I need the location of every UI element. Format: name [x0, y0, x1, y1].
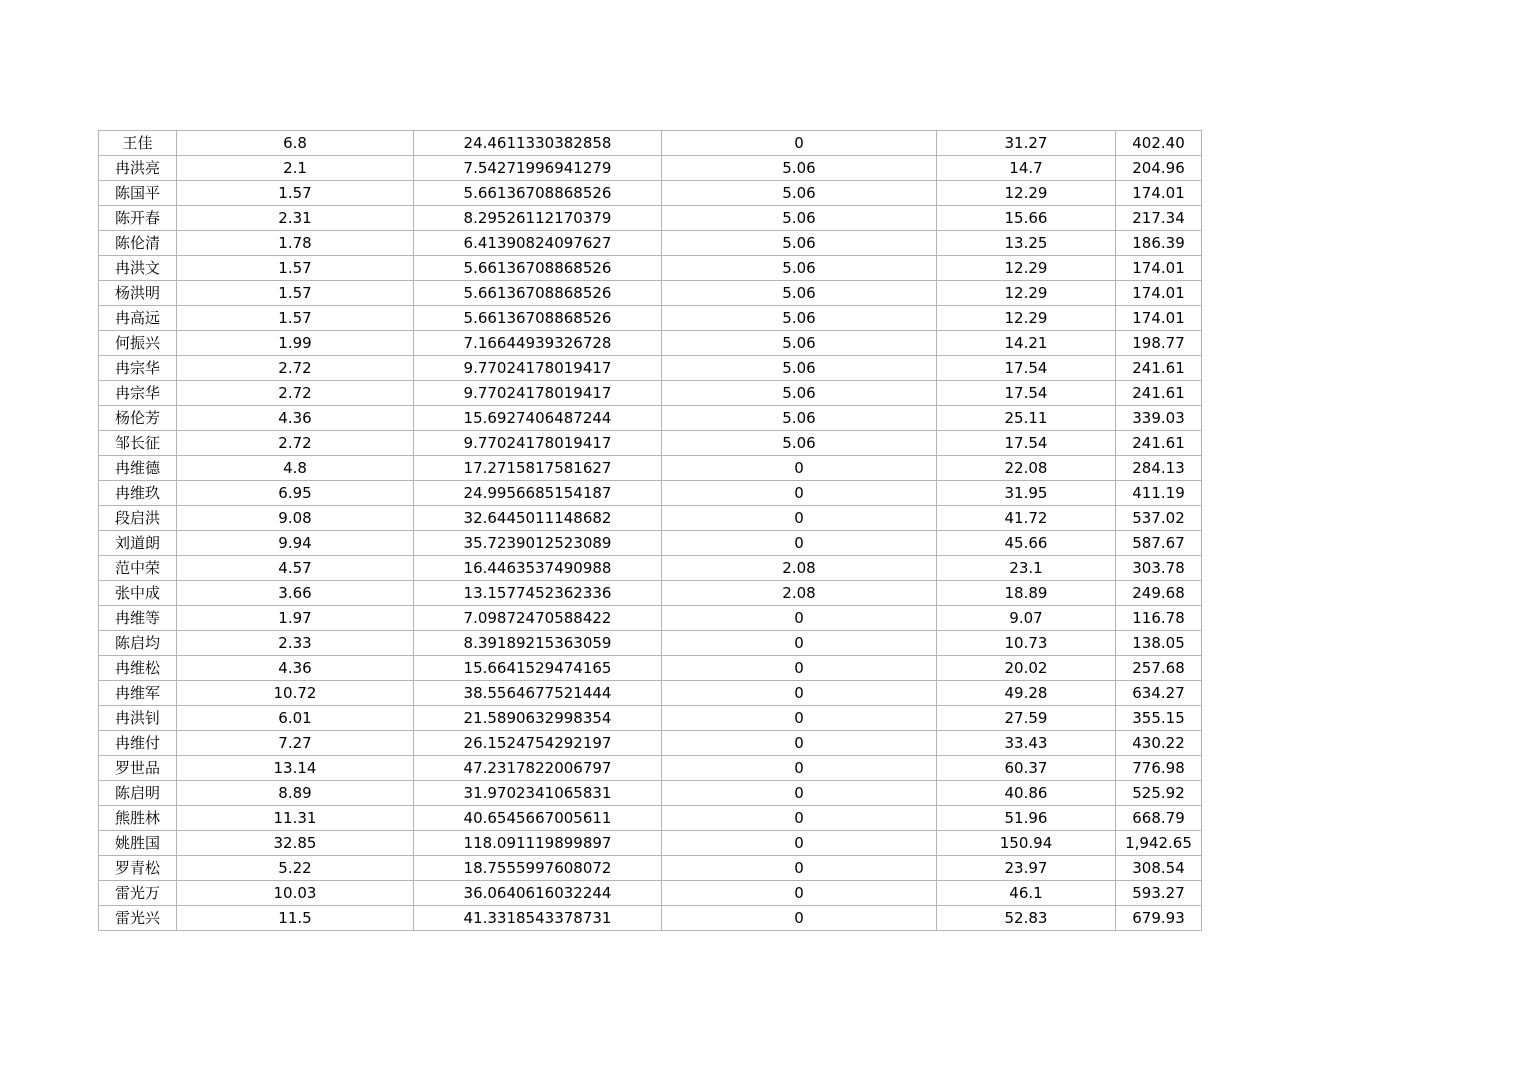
name-cell: 雷光万	[99, 881, 177, 906]
table-row	[99, 531, 1202, 556]
name-cell: 冉洪文	[99, 256, 177, 281]
value-cell-2: 38.5564677521444	[414, 681, 662, 706]
value-cell-2: 17.2715817581627	[414, 456, 662, 481]
value-cell-3: 5.06	[662, 281, 937, 306]
value-cell-3: 0	[662, 731, 937, 756]
table-row	[99, 706, 1202, 731]
value-cell-3: 5.06	[662, 406, 937, 431]
value-cell-4: 150.94	[937, 831, 1116, 856]
value-cell-1: 2.1	[177, 156, 414, 181]
value-cell-1: 10.03	[177, 881, 414, 906]
amount-cell: 668.79	[1116, 806, 1202, 831]
value-cell-3: 2.08	[662, 581, 937, 606]
table-row	[99, 406, 1202, 431]
value-cell-1: 1.57	[177, 281, 414, 306]
value-cell-3: 0	[662, 881, 937, 906]
table-row	[99, 131, 1202, 156]
data-table	[98, 130, 1202, 931]
value-cell-2: 5.66136708868526	[414, 306, 662, 331]
table-row	[99, 856, 1202, 881]
name-cell: 冉维军	[99, 681, 177, 706]
value-cell-1: 4.36	[177, 656, 414, 681]
value-cell-4: 25.11	[937, 406, 1116, 431]
value-cell-3: 0	[662, 606, 937, 631]
value-cell-4: 14.21	[937, 331, 1116, 356]
table-row	[99, 506, 1202, 531]
value-cell-4: 9.07	[937, 606, 1116, 631]
table-row	[99, 281, 1202, 306]
table-row	[99, 306, 1202, 331]
value-cell-3: 0	[662, 831, 937, 856]
value-cell-3: 0	[662, 481, 937, 506]
amount-cell: 174.01	[1116, 181, 1202, 206]
name-cell: 范中荣	[99, 556, 177, 581]
value-cell-1: 7.27	[177, 731, 414, 756]
amount-cell: 174.01	[1116, 306, 1202, 331]
value-cell-4: 49.28	[937, 681, 1116, 706]
amount-cell: 411.19	[1116, 481, 1202, 506]
name-cell: 陈国平	[99, 181, 177, 206]
value-cell-4: 52.83	[937, 906, 1116, 931]
value-cell-4: 12.29	[937, 256, 1116, 281]
name-cell: 杨洪明	[99, 281, 177, 306]
name-cell: 段启洪	[99, 506, 177, 531]
table-row	[99, 556, 1202, 581]
value-cell-3: 0	[662, 131, 937, 156]
value-cell-1: 11.5	[177, 906, 414, 931]
value-cell-4: 18.89	[937, 581, 1116, 606]
value-cell-1: 10.72	[177, 681, 414, 706]
value-cell-1: 1.57	[177, 181, 414, 206]
name-cell: 陈启均	[99, 631, 177, 656]
value-cell-2: 41.3318543378731	[414, 906, 662, 931]
amount-cell: 138.05	[1116, 631, 1202, 656]
value-cell-1: 2.33	[177, 631, 414, 656]
value-cell-3: 0	[662, 781, 937, 806]
table-row	[99, 606, 1202, 631]
table-row	[99, 731, 1202, 756]
table-row	[99, 231, 1202, 256]
value-cell-2: 15.6641529474165	[414, 656, 662, 681]
value-cell-2: 5.66136708868526	[414, 181, 662, 206]
value-cell-2: 5.66136708868526	[414, 256, 662, 281]
value-cell-3: 0	[662, 706, 937, 731]
table-row	[99, 906, 1202, 931]
amount-cell: 537.02	[1116, 506, 1202, 531]
value-cell-4: 12.29	[937, 281, 1116, 306]
table-row	[99, 356, 1202, 381]
name-cell: 何振兴	[99, 331, 177, 356]
value-cell-1: 2.72	[177, 381, 414, 406]
value-cell-2: 36.0640616032244	[414, 881, 662, 906]
value-cell-1: 4.57	[177, 556, 414, 581]
value-cell-2: 40.6545667005611	[414, 806, 662, 831]
value-cell-1: 3.66	[177, 581, 414, 606]
value-cell-4: 12.29	[937, 306, 1116, 331]
value-cell-3: 5.06	[662, 181, 937, 206]
table-row	[99, 881, 1202, 906]
amount-cell: 525.92	[1116, 781, 1202, 806]
amount-cell: 241.61	[1116, 431, 1202, 456]
amount-cell: 186.39	[1116, 231, 1202, 256]
value-cell-2: 6.41390824097627	[414, 231, 662, 256]
value-cell-2: 5.66136708868526	[414, 281, 662, 306]
value-cell-2: 47.2317822006797	[414, 756, 662, 781]
value-cell-3: 2.08	[662, 556, 937, 581]
name-cell: 冉维付	[99, 731, 177, 756]
name-cell: 邹长征	[99, 431, 177, 456]
amount-cell: 241.61	[1116, 356, 1202, 381]
value-cell-4: 20.02	[937, 656, 1116, 681]
table-row	[99, 581, 1202, 606]
table-row	[99, 681, 1202, 706]
value-cell-4: 23.97	[937, 856, 1116, 881]
value-cell-4: 41.72	[937, 506, 1116, 531]
table-row	[99, 831, 1202, 856]
value-cell-1: 1.57	[177, 306, 414, 331]
value-cell-3: 0	[662, 856, 937, 881]
value-cell-2: 16.4463537490988	[414, 556, 662, 581]
name-cell: 罗世品	[99, 756, 177, 781]
table-row	[99, 206, 1202, 231]
amount-cell: 1,942.65	[1116, 831, 1202, 856]
value-cell-1: 1.57	[177, 256, 414, 281]
name-cell: 陈开春	[99, 206, 177, 231]
value-cell-3: 0	[662, 756, 937, 781]
name-cell: 冉洪亮	[99, 156, 177, 181]
value-cell-2: 7.54271996941279	[414, 156, 662, 181]
value-cell-1: 2.31	[177, 206, 414, 231]
amount-cell: 308.54	[1116, 856, 1202, 881]
name-cell: 熊胜林	[99, 806, 177, 831]
value-cell-1: 1.78	[177, 231, 414, 256]
table-row	[99, 431, 1202, 456]
value-cell-4: 10.73	[937, 631, 1116, 656]
table-row	[99, 656, 1202, 681]
amount-cell: 284.13	[1116, 456, 1202, 481]
table-row	[99, 381, 1202, 406]
amount-cell: 204.96	[1116, 156, 1202, 181]
value-cell-4: 22.08	[937, 456, 1116, 481]
value-cell-3: 5.06	[662, 256, 937, 281]
value-cell-1: 1.97	[177, 606, 414, 631]
value-cell-4: 15.66	[937, 206, 1116, 231]
value-cell-4: 12.29	[937, 181, 1116, 206]
amount-cell: 241.61	[1116, 381, 1202, 406]
value-cell-1: 5.22	[177, 856, 414, 881]
value-cell-2: 18.7555997608072	[414, 856, 662, 881]
value-cell-1: 6.95	[177, 481, 414, 506]
name-cell: 陈伦清	[99, 231, 177, 256]
value-cell-3: 5.06	[662, 206, 937, 231]
value-cell-1: 11.31	[177, 806, 414, 831]
value-cell-4: 17.54	[937, 356, 1116, 381]
value-cell-1: 9.94	[177, 531, 414, 556]
value-cell-2: 26.1524754292197	[414, 731, 662, 756]
amount-cell: 587.67	[1116, 531, 1202, 556]
name-cell: 罗青松	[99, 856, 177, 881]
value-cell-3: 0	[662, 631, 937, 656]
value-cell-1: 1.99	[177, 331, 414, 356]
value-cell-2: 32.6445011148682	[414, 506, 662, 531]
value-cell-3: 0	[662, 681, 937, 706]
value-cell-3: 0	[662, 531, 937, 556]
amount-cell: 355.15	[1116, 706, 1202, 731]
name-cell: 冉宗华	[99, 356, 177, 381]
value-cell-1: 2.72	[177, 356, 414, 381]
amount-cell: 217.34	[1116, 206, 1202, 231]
value-cell-2: 24.9956685154187	[414, 481, 662, 506]
name-cell: 雷光兴	[99, 906, 177, 931]
value-cell-4: 14.7	[937, 156, 1116, 181]
value-cell-2: 24.4611330382858	[414, 131, 662, 156]
value-cell-3: 5.06	[662, 306, 937, 331]
value-cell-2: 7.16644939326728	[414, 331, 662, 356]
table-row	[99, 806, 1202, 831]
value-cell-3: 0	[662, 806, 937, 831]
name-cell: 陈启明	[99, 781, 177, 806]
value-cell-4: 33.43	[937, 731, 1116, 756]
name-cell: 冉维松	[99, 656, 177, 681]
amount-cell: 174.01	[1116, 281, 1202, 306]
value-cell-1: 32.85	[177, 831, 414, 856]
amount-cell: 430.22	[1116, 731, 1202, 756]
value-cell-2: 8.39189215363059	[414, 631, 662, 656]
value-cell-2: 9.77024178019417	[414, 356, 662, 381]
value-cell-3: 0	[662, 506, 937, 531]
value-cell-3: 0	[662, 656, 937, 681]
amount-cell: 402.40	[1116, 131, 1202, 156]
value-cell-3: 5.06	[662, 231, 937, 256]
value-cell-4: 40.86	[937, 781, 1116, 806]
amount-cell: 257.68	[1116, 656, 1202, 681]
value-cell-4: 51.96	[937, 806, 1116, 831]
value-cell-4: 45.66	[937, 531, 1116, 556]
amount-cell: 198.77	[1116, 331, 1202, 356]
table-row	[99, 756, 1202, 781]
value-cell-1: 9.08	[177, 506, 414, 531]
name-cell: 张中成	[99, 581, 177, 606]
value-cell-4: 17.54	[937, 381, 1116, 406]
value-cell-2: 7.09872470588422	[414, 606, 662, 631]
name-cell: 冉维等	[99, 606, 177, 631]
value-cell-2: 9.77024178019417	[414, 381, 662, 406]
value-cell-1: 2.72	[177, 431, 414, 456]
value-cell-1: 6.01	[177, 706, 414, 731]
amount-cell: 776.98	[1116, 756, 1202, 781]
name-cell: 冉维德	[99, 456, 177, 481]
value-cell-1: 8.89	[177, 781, 414, 806]
amount-cell: 339.03	[1116, 406, 1202, 431]
value-cell-1: 6.8	[177, 131, 414, 156]
name-cell: 冉洪钊	[99, 706, 177, 731]
value-cell-4: 31.95	[937, 481, 1116, 506]
table-row	[99, 156, 1202, 181]
table-row	[99, 256, 1202, 281]
value-cell-3: 5.06	[662, 331, 937, 356]
table-row	[99, 331, 1202, 356]
name-cell: 杨伦芳	[99, 406, 177, 431]
name-cell: 冉宗华	[99, 381, 177, 406]
value-cell-2: 9.77024178019417	[414, 431, 662, 456]
name-cell: 冉维玖	[99, 481, 177, 506]
name-cell: 刘道朗	[99, 531, 177, 556]
value-cell-2: 15.6927406487244	[414, 406, 662, 431]
value-cell-3: 5.06	[662, 156, 937, 181]
table-row	[99, 456, 1202, 481]
value-cell-3: 0	[662, 906, 937, 931]
amount-cell: 679.93	[1116, 906, 1202, 931]
table-row	[99, 781, 1202, 806]
value-cell-3: 0	[662, 456, 937, 481]
name-cell: 冉高远	[99, 306, 177, 331]
amount-cell: 116.78	[1116, 606, 1202, 631]
name-cell: 王佳	[99, 131, 177, 156]
value-cell-4: 46.1	[937, 881, 1116, 906]
name-cell: 姚胜国	[99, 831, 177, 856]
value-cell-2: 21.5890632998354	[414, 706, 662, 731]
value-cell-3: 5.06	[662, 381, 937, 406]
table-row	[99, 481, 1202, 506]
value-cell-1: 4.8	[177, 456, 414, 481]
value-cell-2: 13.1577452362336	[414, 581, 662, 606]
value-cell-4: 60.37	[937, 756, 1116, 781]
value-cell-4: 31.27	[937, 131, 1116, 156]
table-row	[99, 631, 1202, 656]
value-cell-3: 5.06	[662, 431, 937, 456]
table-body	[99, 131, 1202, 931]
amount-cell: 249.68	[1116, 581, 1202, 606]
amount-cell: 634.27	[1116, 681, 1202, 706]
value-cell-3: 5.06	[662, 356, 937, 381]
value-cell-4: 17.54	[937, 431, 1116, 456]
value-cell-2: 35.7239012523089	[414, 531, 662, 556]
amount-cell: 593.27	[1116, 881, 1202, 906]
value-cell-2: 118.091119899897	[414, 831, 662, 856]
value-cell-1: 4.36	[177, 406, 414, 431]
table-row	[99, 181, 1202, 206]
amount-cell: 303.78	[1116, 556, 1202, 581]
value-cell-1: 13.14	[177, 756, 414, 781]
value-cell-2: 31.9702341065831	[414, 781, 662, 806]
value-cell-4: 23.1	[937, 556, 1116, 581]
value-cell-4: 27.59	[937, 706, 1116, 731]
value-cell-2: 8.29526112170379	[414, 206, 662, 231]
amount-cell: 174.01	[1116, 256, 1202, 281]
value-cell-4: 13.25	[937, 231, 1116, 256]
